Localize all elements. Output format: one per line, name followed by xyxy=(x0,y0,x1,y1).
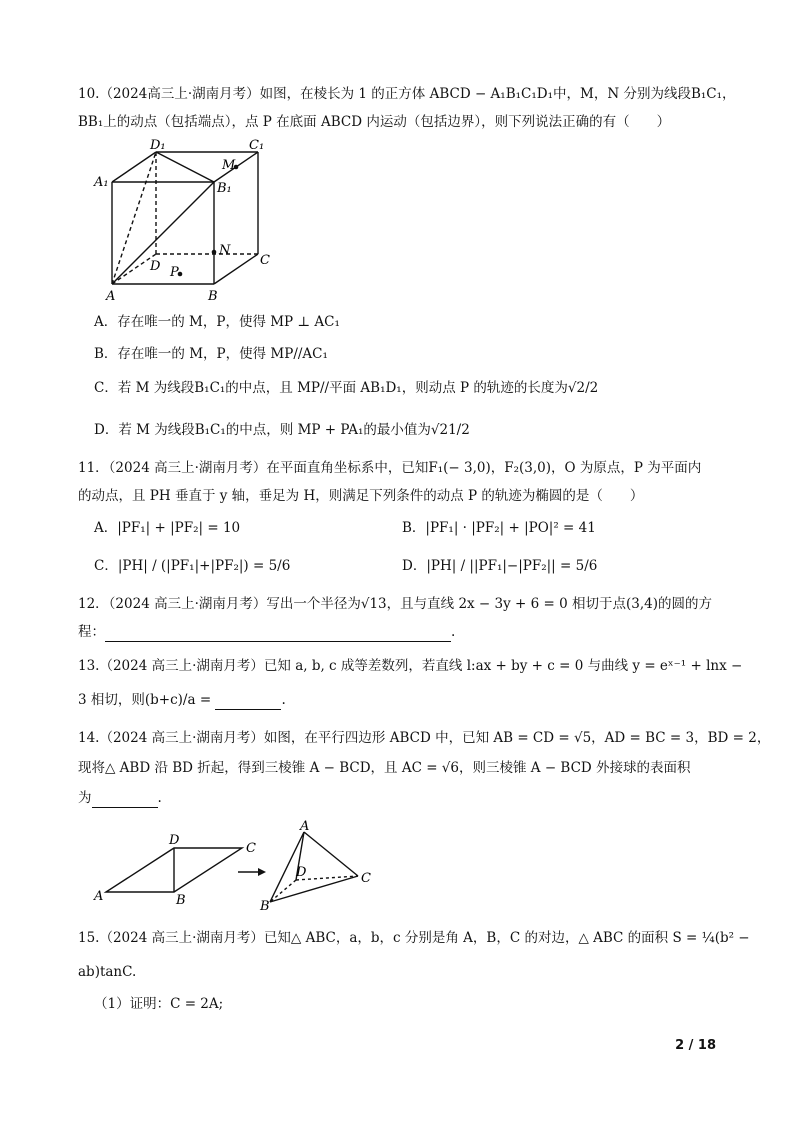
q14-folding-figure xyxy=(90,818,390,912)
label-d: D xyxy=(150,259,161,274)
point-n-dot xyxy=(212,250,217,255)
q10-option-c: C．若 M 为线段B₁C₁的中点，且 MP//平面 AB₁D₁，则动点 P 的轨迹的长度为√2/2 xyxy=(94,380,599,396)
q11-option-c: C．|PH| / (|PF₁|+|PF₂|) = 5/6 xyxy=(94,558,291,574)
q13-text-line2 xyxy=(78,690,718,710)
q11-text-line2: 的动点，且 PH 垂直于 y 轴，垂足为 H，则满足下列条件的动点 P 的轨迹为椭圆的是（ ） xyxy=(78,488,644,504)
q11-option-d: D．|PH| / ||PF₁|−|PF₂|| = 5/6 xyxy=(402,558,598,574)
q12-text-line1: 12．（2024 高三上·湖南月考）写出一个半径为√13，且与直线 2x − 3y + 6 = 0 相切于点(3,4)的圆的方 xyxy=(78,596,713,612)
label-d-right: D xyxy=(296,865,307,880)
label-a1: A₁ xyxy=(94,175,109,190)
q10-text-line2: BB₁上的动点（包括端点），点 P 在底面 ABCD 内运动（包括边界），则下列说法正确的有（ ） xyxy=(78,114,671,130)
q14-answer-blank[interactable] xyxy=(92,791,158,808)
q15-part1: （1）证明：C = 2A; xyxy=(94,996,224,1012)
q10-cube-figure xyxy=(86,134,286,306)
q11-text-line1: 11．（2024 高三上·湖南月考）在平面直角坐标系中，已知F₁(− 3,0)，F₂(3,0)，O 为原点，P 为平面内 xyxy=(78,460,702,476)
q15-text-line2: ab)tanC. xyxy=(78,964,137,980)
q10-text-line1: 10.（2024高三上·湖南月考）如图，在棱长为 1 的正方体 ABCD − A₁B₁C₁D₁中，M，N 分别为线段B₁C₁， xyxy=(78,86,736,102)
label-b: B xyxy=(208,289,218,304)
label-n: N xyxy=(219,243,231,258)
q13-prompt: 3 相切，则(b+c)/a = xyxy=(78,692,212,708)
q11-option-b: B．|PF₁| · |PF₂| + |PO|² = 41 xyxy=(402,520,596,536)
label-b1: B₁ xyxy=(217,181,232,196)
q13-answer-blank[interactable] xyxy=(215,693,281,710)
q14-text-line1: 14.（2024 高三上·湖南月考）如图，在平行四边形 ABCD 中，已知 AB = CD = √5，AD = BC = 3，BD = 2， xyxy=(78,730,771,746)
q13-text-line1: 13.（2024 高三上·湖南月考）已知 a, b, c 成等差数列，若直线 l:ax + by + c = 0 与曲线 y = eˣ⁻¹ + lnx − xyxy=(78,658,743,674)
q14-text-line3 xyxy=(78,788,718,808)
label-d1: D₁ xyxy=(150,138,166,153)
label-b-right: B xyxy=(260,899,270,912)
label-m: M xyxy=(222,158,236,173)
q14-text-line2: 现将△ ABD 沿 BD 折起，得到三棱锥 A − BCD，且 AC = √6，则三棱锥 A − BCD 外接球的表面积 xyxy=(78,760,691,776)
label-c-right: C xyxy=(361,871,371,886)
label-a: A xyxy=(106,289,116,304)
q11-option-a: A．|PF₁| + |PF₂| = 10 xyxy=(94,520,241,536)
label-d-left: D xyxy=(169,833,180,848)
label-b-left: B xyxy=(176,893,186,908)
label-c-left: C xyxy=(246,841,256,856)
page-number: 2 / 18 xyxy=(675,1038,716,1053)
q10-option-a: A．存在唯一的 M，P，使得 MP ⊥ AC₁ xyxy=(94,314,340,330)
q15-text-line1: 15.（2024 高三上·湖南月考）已知△ ABC，a，b，c 分别是角 A，B，C 的对边，△ ABC 的面积 S = ¼(b² − xyxy=(78,930,750,946)
label-c1: C₁ xyxy=(249,138,265,153)
label-p: P xyxy=(170,265,179,280)
q12-end: . xyxy=(451,624,456,640)
q12-text-line2 xyxy=(78,622,718,642)
fold-arrow-icon xyxy=(238,868,266,876)
q10-option-b: B．存在唯一的 M，P，使得 MP//AC₁ xyxy=(94,346,328,362)
q14-prompt: 为 xyxy=(78,790,92,806)
label-c: C xyxy=(260,253,270,268)
q14-end: . xyxy=(157,790,162,806)
label-a-right: A xyxy=(300,819,310,834)
q12-answer-blank[interactable] xyxy=(105,625,451,642)
q12-prompt: 程： xyxy=(78,624,105,640)
label-a-left: A xyxy=(94,889,104,904)
q10-option-d: D．若 M 为线段B₁C₁的中点，则 MP + PA₁的最小值为√21/2 xyxy=(94,422,470,438)
q13-end: . xyxy=(281,692,286,708)
